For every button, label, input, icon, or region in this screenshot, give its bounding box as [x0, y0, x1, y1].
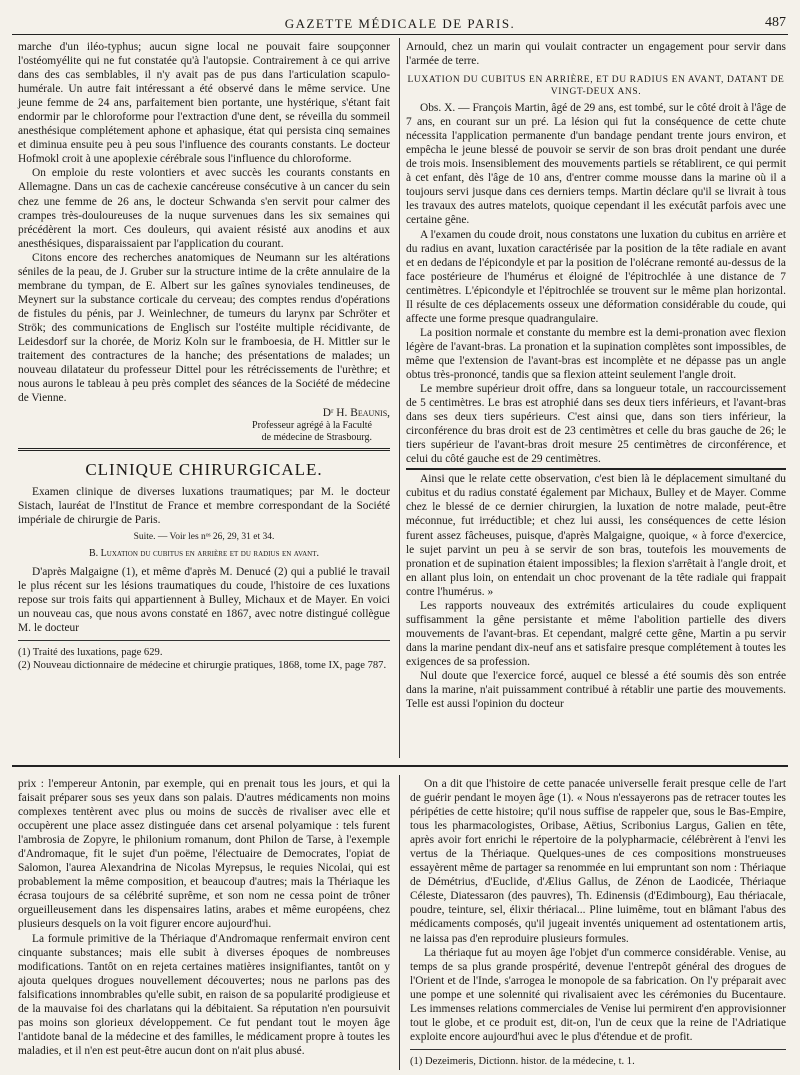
footnote-rule [410, 1049, 786, 1050]
section-divider [12, 765, 788, 767]
section-rule [18, 448, 390, 451]
paragraph: Les rapports nouveaux des extrémités articulaires du coude expliquent suffisamment la gêne persistante et même l'abolition partielle des divers mouvements de l'avant-bras. Et cependant, malgré cette gêne, Martin a pu servir dans la marine pendant dix-neuf ans et satisfaire presque complétement à toutes les exigences de sa profession. [406, 599, 786, 668]
column-rule-bottom [399, 775, 400, 1070]
column-left-bottom [18, 777, 390, 1058]
paragraph: La position normale et constante du membre est la demi-pronation avec flexion légère de l'avant-bras. La pronation et la supination complètes sont impossibles, de même que l'extension de l'avant-bras est incomplète et ne dépasse pas un angle obtus très-prononcé, tandis que sa flexion atteint seulement l'angle droit. [406, 326, 786, 381]
subsection-heading: B. Luxation du cubitus en arrière et du radius en avant. [89, 548, 319, 560]
section-title: CLINIQUE CHIRURGICALE. [85, 460, 323, 480]
column-right-bottom [410, 777, 786, 1068]
paragraph: Arnould, chez un marin qui voulait contracter un engagement pour servir dans l'armée de terre. [406, 41, 786, 68]
paragraph-rule [406, 468, 786, 470]
paragraph: Ainsi que le relate cette observation, c'est bien là le déplacement simultané du cubitus et du radius constaté également par Michaux, Bulley et de Mayer. Comme chez le blessé de ce dernier chirurgien, la luxation de notre malade, peut-être méconnue, fut irréductible; et chez lui aussi, les conséquences de cette lésion furent assez fâcheuses, puisque, d'après Malgaigne, quoique, « à force d'exercice, le sujet parvint un peu à se servir de son bras, toutefois les mouvements de pronation et de supination étaient impossibles; la flexion s'arrêtait à l'angle droit, et en allant plus loin, on entendait un choc provenant de la tête radiale qui frappait contre l'humérus. » [406, 473, 786, 598]
paragraph: La thériaque fut au moyen âge l'objet d'un commerce considérable. Venise, au temps de sa plus grande prospérité, devenue l'entrepôt général des drogues de l'Orient et de l'Inde, s'arrogea le monopole de sa fabrication. On l'y préparait avec une pompe et une solennité qui rivalisaient avec les cérémonies du Bucentaure. Les immenses relations commerciales de Venise lui permirent d'en approvisionner tout le globe, et ce produit est, dit-on, l'un de ceux que la reine de l'Adriatique exploite encore aujourd'hui avec le plus d'étendue et de profit. [410, 946, 786, 1043]
observation-heading: LUXATION DU CUBITUS EN ARRIÈRE, ET DU RADIUS EN AVANT, DATANT DE VINGT-DEUX ANS. [407, 75, 785, 98]
footnote: (2) Nouveau dictionnaire de médecine et chirurgie pratiques, 1868, tome IX, page 787. [18, 659, 387, 671]
page-header [12, 14, 788, 35]
journal-title: GAZETTE MÉDICALE DE PARIS. [284, 16, 516, 31]
paragraph: Citons encore des recherches anatomiques de Neumann sur les altérations séniles de la peau, de J. Gruber sur la structure intime de la crête annulaire de la membrane du tympan, de E. Albert sur les gaînes synoviales tendineuses, de Meynert sur la substance corticale du cerveau; des comptes rendus d'opérations de fistules du pénis, par J. Weinlechner, de tumeurs du larynx par Schröter et Strök; des communications de Englisch sur l'ostéite multiple récidivante, de Leidesdorf sur la chorée, de Moriz Koln sur le framboesia, de H. Mittler sur le traitement des contractures de la hanche; des présentations de malades; un nouveau dilatateur du professeur Dittel pour les rétrécissements de l'urèthre; et nous aurons le tableau à peu près complet des séances de la Société de médecine de Vienne. [18, 251, 390, 405]
footnote: (1) Traité des luxations, page 629. [18, 646, 163, 658]
author-title: Professeur agrégé à la Faculté [252, 420, 372, 432]
paragraph: prix : l'empereur Antonin, par exemple, qui en prenait tous les jours, et qui la faisait préparer sous ses yeux dans son palais. D'autres médicaments non moins complexes tentèrent avec plus ou moins de succès de rivaliser avec elle et occupèrent une place assez distinguée dans cet arsenal polyamique : tels furent l'ambrosia de Zopyre, le philonium romanum, dont Philon de Tarse, à l'exemple d'Andromaque, fit le sujet d'un poëme, l'électuaire de Democrates, l'opiat de Salomon, l'aurea Alexandrina de Nicolas Myrepsus, le requies Nicolai, qui est probablement la même composition, et beaucoup d'autres; mais la Thériaque les écrasa toujours de sa célébrité suprême, et son nom ne cessa point de trôner orgueilleusement dans les dispensaires latins, arabes et même européens, chez plusieurs desquels on la voit figurer encore aujourd'hui. [18, 778, 390, 931]
continuation-note: Suite. — Voir les nᵒˢ 26, 29, 31 et 34. [133, 532, 275, 543]
column-right-top [406, 40, 786, 711]
signature-block [18, 406, 390, 444]
page-number: 487 [765, 15, 786, 30]
paragraph: On emploie du reste volontiers et avec succès les courants constants en Allemagne. Dans un cas de cachexie cancéreuse consécutive à un cancer du sein chez une femme de 26 ans, le docteur Schwanda s'en servit pour calmer des crampes très-douloureuses de la nuque survenues dans les six semaines qui précédèrent la mort. Ces douleurs, qui avaient résisté aux anodins et aux anesthésiques, disparaissaient par l'application du courant. [18, 167, 390, 250]
column-rule-top [399, 38, 400, 758]
paragraph: D'après Malgaigne (1), et même d'après M. Denucé (2) qui a publié le travail le plus récent sur les lésions traumatiques du coude, l'histoire de ces luxations repose sur trois faits qui appartiennent à Bulley, Michaux et de Mayer. En voici un nouveau cas, que nous avons constaté en 1867, avec notre distingué collègue M. le docteur [18, 565, 390, 634]
author-name: Dʳ H. Beaunis, [322, 407, 390, 420]
column-left-top [18, 40, 390, 672]
author-affiliation: de médecine de Strasbourg. [261, 432, 372, 444]
paragraph: Obs. X. — François Martin, âgé de 29 ans, est tombé, sur le côté droit à l'âge de 7 ans, en courant sur un pré. La lésion qui fut la conséquence de cette chute nécessita l'application permanente d'un bandage pendant trente jours environ, et empêcha le jeune blessé de pouvoir se servir de son bras droit pendant une durée de trois mois. Insensiblement des mouvements partiels se rétablirent, ce qui permit à cet enfant, dès l'âge de 10 ans, d'entrer comme mousse dans la marine où il a toujours servi jusque dans ces derniers temps. Martin déclare qu'il se livrait à tous les travaux des autres matelots, quoique cependant il les exécutât parfois avec une certaine gêne. [406, 102, 786, 227]
paragraph: La formule primitive de la Thériaque d'Andromaque renfermait environ cent cinquante substances; mais elle subit à diverses époques de nombreuses modifications. Tantôt on en rejeta certaines matières insignifiantes, tantôt on y ajouta quelques drogues nouvellement découvertes; nous ne parlons pas des falsifications innombrables qu'elle subit, en raison de sa popularité prodigieuse et de la mauvaise foi des charlatans qui la débitaient. Sa réputation n'en poursuivit pas moins son glorieux développement. Ce fut pendant tout le moyen âge l'antidote banal de la médecine et des familles, le médicament propre à toutes les maladies, et il n'en est peut-être aucun dont on n'ait plus abusé. [18, 932, 390, 1057]
paragraph: marche d'un iléo-typhus; aucun signe local ne pouvait faire soupçonner l'ostéomyélite qui ne fut constatée qu'à l'autopsie. Contrairement à ce qui arrive dans des cas semblables, il n'y avait pas de pus dans l'articulation scapulo-humérale. Un autre fait intéressant a été observé dans le même service. Une jeune femme de 24 ans, parfaitement bien portante, une hystérique, s'étant fait endormir par le chloroforme pour l'extraction d'une dent, se réveilla du sommeil anesthésique complétement aphone et aphasique, état qui persista cinq semaines et diminua ensuite peu à peu sous l'influence des courants constants. Le docteur Hofmokl croit à une apoplexie cérébrale sous l'influence du chloroforme. [18, 41, 390, 166]
paragraph: Le membre supérieur droit offre, dans sa longueur totale, un raccourcissement de 5 centimètres. Le bras est atrophié dans ses deux tiers inférieurs, et l'avant-bras dans ses deux tiers supérieurs. C'est ainsi que, dans son tiers inférieur, la circonférence du bras droit est de 23 centimètres et celle du bras gauche de 26; le tiers supérieur de l'avant-bras droit mesure 25 centimètres de circonférence, et celui du côté gauche est de 29 centimètres. [406, 383, 786, 466]
footnote-rule [18, 640, 390, 641]
article-intro: Examen clinique de diverses luxations traumatiques; par M. le docteur Sistach, lauréat de l'Institut de France et membre correspondant de la Société impériale de chirurgie de Paris. [18, 486, 390, 527]
paragraph: Nul doute que l'exercice forcé, auquel ce blessé a été soumis dès son entrée dans la marine, n'ait puissamment contribué à rétablir une partie des mouvements. Telle est aussi l'opinion du docteur [406, 669, 786, 711]
paragraph: On a dit que l'histoire de cette panacée universelle ferait presque celle de l'art de guérir pendant le moyen âge (1). « Nous n'essayerons pas de retracer toutes les péripéties de cette histoire; qu'il nous suffise de rappeler que, sous le Bas-Empire, tous les pharmacologistes, Oribase, Aëtius, Scribonius Largus, Galien en tête, après avoir fort enrichi le répertoire de la polypharmacie, célébrèrent à l'envi les vertus de la Thériaque. Quelques-unes de ces compositions monstrueuses essayèrent même de partager sa renommée en lui empruntant son nom : Thériaque de Démétrius, d'Euclide, d'Ælius Gallus, de Zénon de Laodicée, Thériaque Céleste, Diatessaron (des pauvres), Th. Edinensis (d'Edimbourg), Eau thériacale, poudre, teinture, sel, élixir thériacal... Pline luimême, tout en blâmant l'abus des médicaments composés, qu'il jugeait inventés uniquement ad ostentationem artis, ne laissa pas d'en reproduire plusieurs formules. [410, 778, 786, 945]
footnote: (1) Dezeimeris, Dictionn. histor. de la médecine, t. 1. [410, 1055, 635, 1067]
paragraph: A l'examen du coude droit, nous constatons une luxation du cubitus en arrière et du radius en avant, luxation caractérisée par la position de la tête radiale en avant et en dedans de l'épicondyle et par la position de l'olécrane remonté au-dessus de la face postérieure de l'humérus et éloigné de l'épitrochlée à une distance de 7 centimètres. L'épicondyle et l'épitrochlée se trouvent sur le même plan horizontal. Il résulte de ces déplacements osseux une déformation considérable du coude, qui affecte une forme presque quadrangulaire. [406, 228, 786, 325]
